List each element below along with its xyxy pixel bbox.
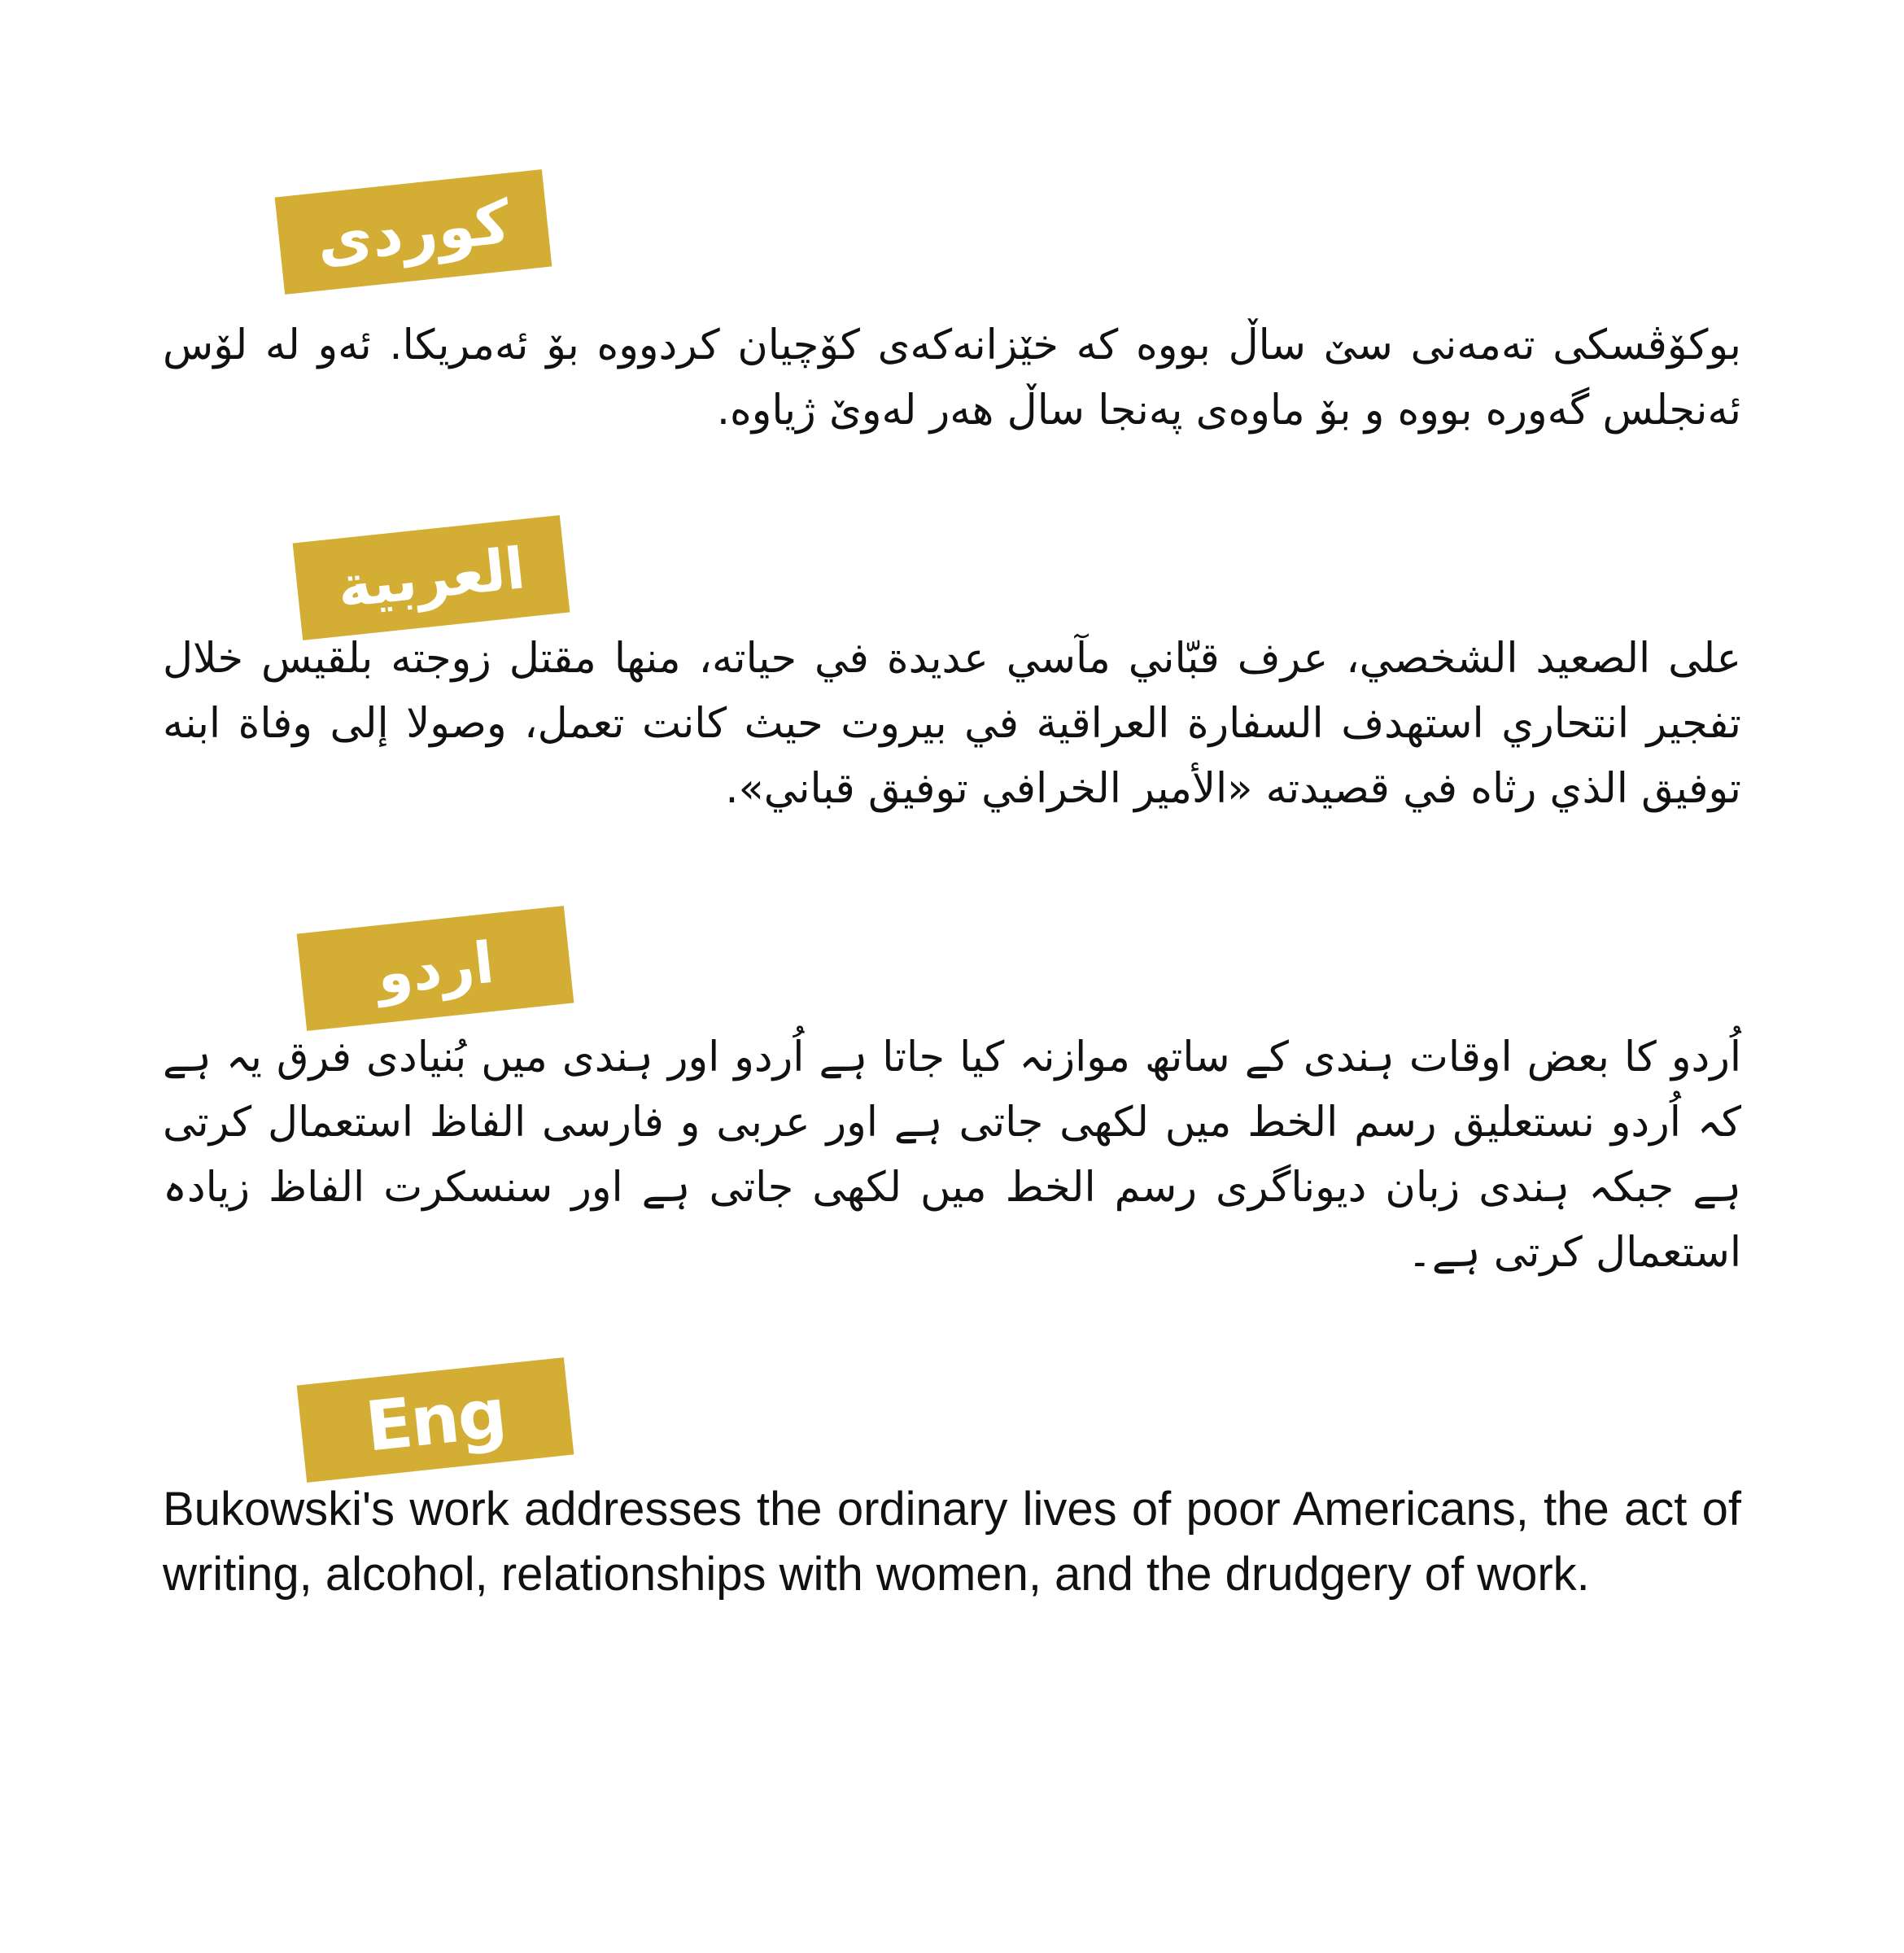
kurdish-label: کوردی xyxy=(313,186,513,277)
arabic-label: العربية xyxy=(334,535,528,621)
english-paragraph: Bukowski's work addresses the ordinary lives of poor Americans, the act of writing, alcohol, relationships with women, and the drudgery of work. xyxy=(163,1483,1741,1601)
english-section xyxy=(163,1347,1741,1697)
urdu-section xyxy=(163,887,1741,1310)
kurdish-label-tag xyxy=(275,169,552,295)
kurdish-section xyxy=(163,183,1741,525)
urdu-paragraph: اُردو کا بعض اوقات ہندی کے ساتھ موازنہ کیا جاتا ہے اُردو اور ہندی میں بُنیادی فرق یہ ہے کہ اُردو نستعلیق رسم الخط میں لکھی جاتی ہے اور عربی و فارسی الفاظ استعمال کرتی ہے جبکہ ہندی زبان دیوناگری رسم الخط میں لکھی جاتی ہے اور سنسکرت الفاظ زیادہ استعمال کرتی ہے۔ xyxy=(163,1033,1741,1277)
english-label-tag xyxy=(297,1357,574,1483)
arabic-section xyxy=(163,496,1741,903)
kurdish-paragraph: بوکۆڤسکی تەمەنی سێ ساڵ بووە کە خێزانەکەی کۆچیان کردووە بۆ ئەمریکا. ئەو لە لۆس ئەنجلس گەورە بووە و بۆ ماوەی پەنجا ساڵ هەر لەوێ ژیاوە. xyxy=(163,321,1741,435)
english-label: Eng xyxy=(361,1373,509,1467)
arabic-paragraph: على الصعيد الشخصي، عرف قبّاني مآسي عديدة في حياته، منها مقتل زوجته بلقيس خلال تفجير انتحاري استهدف السفارة العراقية في بيروت حيث كانت تعمل، وصولا إلى وفاة ابنه توفيق الذي رثاه في قصيدته «الأمير الخرافي توفيق قباني». xyxy=(163,635,1741,813)
urdu-label: اردو xyxy=(373,928,497,1008)
urdu-label-tag xyxy=(297,906,574,1031)
arabic-label-tag xyxy=(293,515,570,640)
